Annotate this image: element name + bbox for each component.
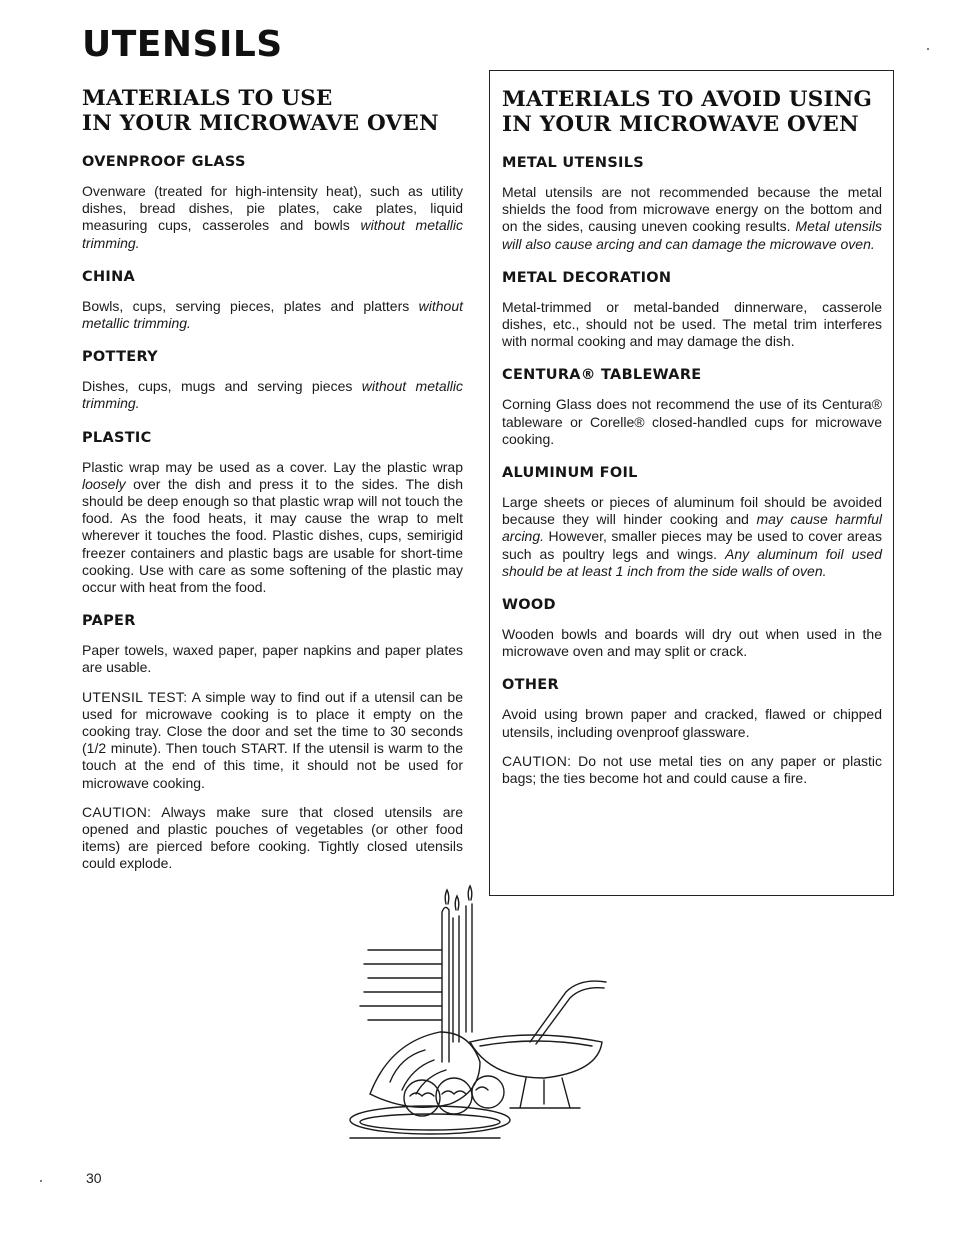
- paragraph-caution-left: [82, 804, 463, 873]
- materials-to-avoid-title: [502, 87, 882, 137]
- text-italic: loosely: [82, 475, 126, 492]
- paragraph-paper: Paper towels, waxed paper, paper napkins and paper plates are usable.: [82, 642, 463, 676]
- text: Dishes, cups, mugs and serving pieces: [82, 378, 362, 395]
- materials-to-use-column: [82, 86, 463, 890]
- text-italic: without metallic trimming.: [82, 378, 463, 412]
- materials-to-use-title: [82, 86, 463, 136]
- heading-paper: PAPER: [82, 613, 136, 630]
- paragraph-china: [82, 298, 463, 332]
- text: Metal utensils are not recommended because the metal shields the food from microwave energy on the bottom and on the sides, causing uneven cooking results.: [502, 184, 882, 235]
- heading-ovenproof-glass: OVENPROOF GLASS: [82, 154, 246, 170]
- paragraph-ovenproof-glass: [82, 183, 463, 252]
- title-line-1: MATERIALS TO AVOID USING: [502, 87, 873, 112]
- paragraph-caution-right: [502, 753, 882, 787]
- text-italic: Metal utensils will also cause arcing and can damage the microwave oven.: [502, 218, 882, 252]
- text-italic: may cause harmful arcing.: [502, 511, 882, 545]
- utensil-test-lead: UTENSIL TEST:: [82, 688, 188, 705]
- page-title: UTENSILS: [82, 24, 283, 65]
- text: Ovenware (treated for high-intensity heat), such as utility dishes, bread dishes, pie plates, cake plates, liquid measuring cups, casseroles and bowls: [82, 183, 463, 234]
- heading-centura-tableware: CENTURA® TABLEWARE: [502, 367, 702, 384]
- paragraph-aluminum-foil: [502, 494, 882, 580]
- text: Do not use metal ties on any paper or plastic bags; the ties become hot and could cause a fire.: [502, 752, 882, 787]
- heading-pottery: POTTERY: [82, 349, 158, 366]
- heading-metal-decoration: METAL DECORATION: [502, 269, 672, 286]
- kitchen-illustration: [330, 882, 620, 1150]
- materials-to-avoid-box: [489, 70, 894, 896]
- heading-wood: WOOD: [502, 597, 556, 614]
- text: Large sheets or pieces of aluminum foil should be avoided because they will hinder cooking and: [502, 494, 882, 528]
- title-line-2: IN YOUR MICROWAVE OVEN: [502, 112, 859, 137]
- paragraph-utensil-test: [82, 689, 463, 792]
- print-speck: [927, 48, 929, 50]
- text-italic: without metallic trimming.: [82, 297, 463, 332]
- paragraph-metal-decoration: Metal-trimmed or metal-banded dinnerware, casserole dishes, etc., should not be used. The metal trim interferes with normal cooking and may damage the dish.: [502, 298, 882, 350]
- caution-lead: CAUTION:: [502, 752, 572, 769]
- text: However, smaller pieces may be used to cover areas such as poultry legs and wings.: [502, 528, 882, 562]
- caution-lead: CAUTION:: [82, 803, 152, 820]
- text-italic: without metallic trimming.: [82, 217, 464, 251]
- page-number: 30: [86, 1170, 102, 1186]
- text: Always make sure that closed utensils are opened and plastic pouches of vegetables (or other food items) are pierced before cooking. Tightly closed utensils could explode.: [82, 803, 463, 872]
- title-line-1: MATERIALS TO USE: [82, 86, 333, 111]
- print-speck: [40, 1180, 42, 1182]
- heading-metal-utensils: METAL UTENSILS: [502, 155, 645, 171]
- text: Plastic wrap may be used as a cover. Lay the plastic wrap: [82, 458, 463, 475]
- text: A simple way to find out if a utensil can be used for microwave cooking is to place it empty on the cooking tray. Close the door and set the time to 30 seconds (1/2 minute). Then touch START. If the utensil is warm to the touch at the end of this time, it should not be used for microwave cooking.: [82, 688, 463, 791]
- text-italic: Any aluminum foil used should be at least 1 inch from the side walls of oven.: [502, 545, 882, 579]
- heading-aluminum-foil: ALUMINUM FOIL: [502, 465, 638, 482]
- heading-other: OTHER: [502, 677, 559, 694]
- paragraph-other: Avoid using brown paper and cracked, flawed or chipped utensils, including ovenproof glassware.: [502, 706, 882, 740]
- paragraph-wood: Wooden bowls and boards will dry out when used in the microwave oven and may split or crack.: [502, 626, 882, 660]
- title-line-2: IN YOUR MICROWAVE OVEN: [82, 111, 439, 136]
- heading-plastic: PLASTIC: [82, 429, 152, 446]
- paragraph-plastic: [82, 459, 463, 597]
- paragraph-metal-utensils: [502, 184, 882, 253]
- paragraph-centura-tableware: Corning Glass does not recommend the use of its Centura® tableware or Corelle® closed-handled cups for microwave cooking.: [502, 396, 882, 447]
- paragraph-pottery: [82, 378, 463, 412]
- text: Bowls, cups, serving pieces, plates and platters: [82, 297, 419, 314]
- text: over the dish and press it to the sides. The dish should be deep enough so that plastic wrap will not touch the food. As the food heats, it may cause the wrap to melt wherever it touches the food. Plastic dishes, cups, semirigid freezer containers and plastic bags are usable for short-time cooking. Use with care as some softening of the plastic may occur with heat from the food.: [82, 475, 463, 596]
- heading-china: CHINA: [82, 268, 136, 285]
